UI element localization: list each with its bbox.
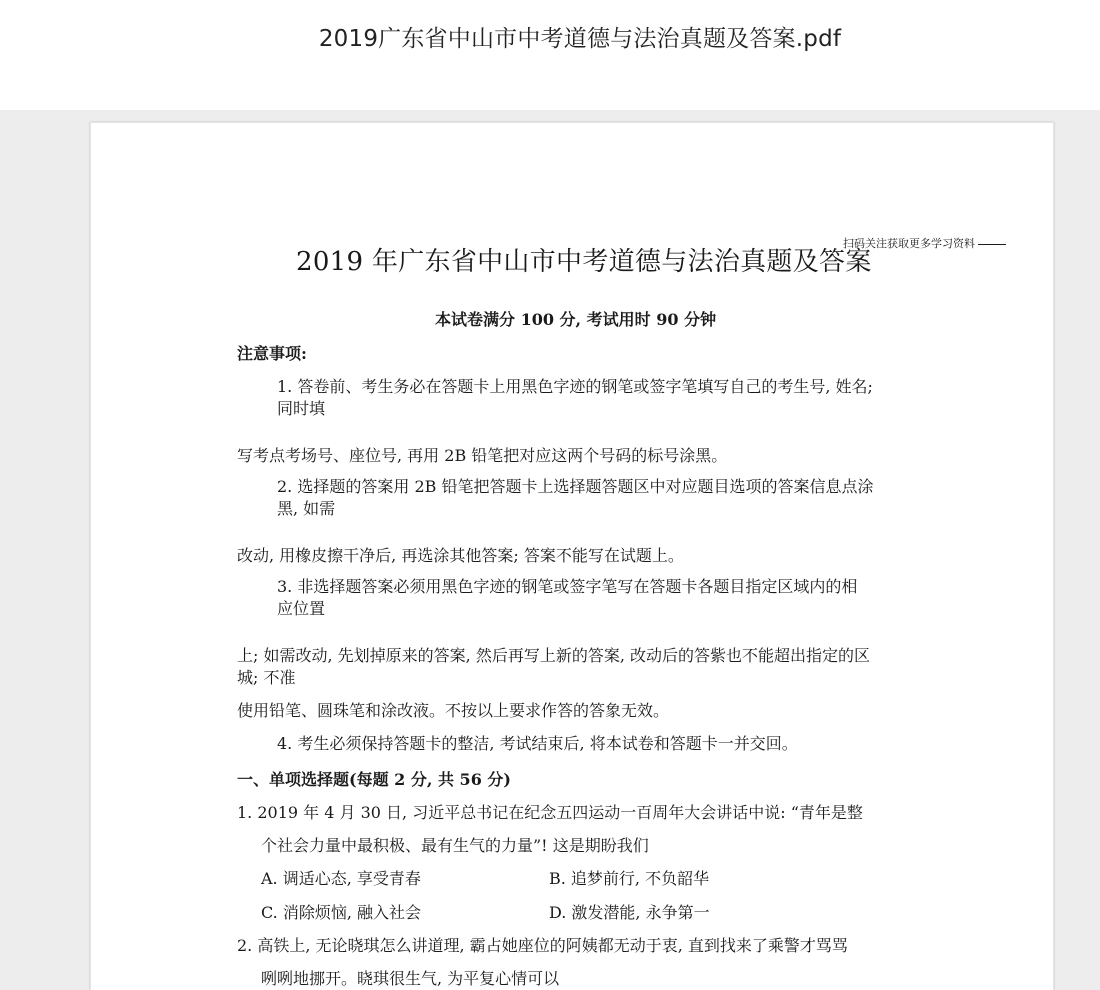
question-1-line: 1. 2019 年 4 月 30 日, 习近平总书记在纪念五四运动一百周年大会讲话中说: “青年是整 <box>237 803 863 822</box>
file-header <box>0 0 1100 110</box>
notice-line: 改动, 用橡皮擦干净后, 再选涂其他答案; 答案不能写在试题上。 <box>237 546 684 565</box>
notice-line: 同时填 <box>277 399 326 418</box>
document-title: 2019 年广东省中山市中考道德与法治真题及答案 <box>296 247 872 277</box>
question-1-option-c: C. 消除烦恼, 融入社会 <box>261 903 422 922</box>
notice-line: 应位置 <box>277 599 326 618</box>
qr-note <box>843 235 1006 251</box>
notice-heading: 注意事项: <box>237 344 307 363</box>
file-title: 2019广东省中山市中考道德与法治真题及答案.pdf <box>318 26 842 52</box>
question-1-option-b: B. 追梦前行, 不负韶华 <box>549 869 710 888</box>
notice-line: 黑, 如需 <box>277 499 336 518</box>
notice-line: 4. 考生必须保持答题卡的整洁, 考试结束后, 将本试卷和答题卡一并交回。 <box>277 734 798 753</box>
notice-line: 上; 如需改动, 先划掉原来的答案, 然后再写上新的答案, 改动后的答紫也不能超出指定的区 <box>237 646 870 665</box>
section-heading: 一、单项选择题(每题 2 分, 共 56 分) <box>237 770 511 789</box>
question-1-option-d: D. 激发潜能, 永争第一 <box>549 903 710 922</box>
exam-subtitle: 本试卷满分 100 分, 考试用时 90 分钟 <box>435 310 717 329</box>
notice-line: 城; 不准 <box>237 668 296 687</box>
pdf-viewer[interactable] <box>0 110 1100 990</box>
notice-line: 写考点考场号、座位号, 再用 2B 铅笔把对应这两个号码的标号涂黑。 <box>237 446 728 465</box>
qr-note-text: 扫码关注获取更多学习资料 <box>843 237 975 250</box>
question-2-line: 2. 高铁上, 无论晓琪怎么讲道理, 霸占她座位的阿姨都无动于衷, 直到找来了乘警才骂骂 <box>237 936 848 955</box>
question-1-line: 个社会力量中最积极、最有生气的力量”! 这是期盼我们 <box>261 836 649 855</box>
question-1-option-a: A. 调适心态, 享受青春 <box>261 869 421 888</box>
notice-line: 使用铅笔、圆珠笔和涂改液。不按以上要求作答的答象无效。 <box>237 701 670 720</box>
question-2-line: 咧咧地挪开。晓琪很生气, 为平复心情可以 <box>261 969 560 988</box>
qr-note-rule <box>978 244 1006 245</box>
notice-line: 2. 选择题的答案用 2B 铅笔把答题卡上选择题答题区中对应题目选项的答案信息点涂 <box>277 477 874 496</box>
pdf-page <box>90 122 1054 990</box>
notice-line: 3. 非选择题答案必须用黑色字迹的钢笔或签字笔写在答题卡各题目指定区域内的相 <box>277 577 858 596</box>
notice-line: 1. 答卷前、考生务必在答题卡上用黑色字迹的钢笔或签字笔填写自己的考生号, 姓名; <box>277 377 873 396</box>
